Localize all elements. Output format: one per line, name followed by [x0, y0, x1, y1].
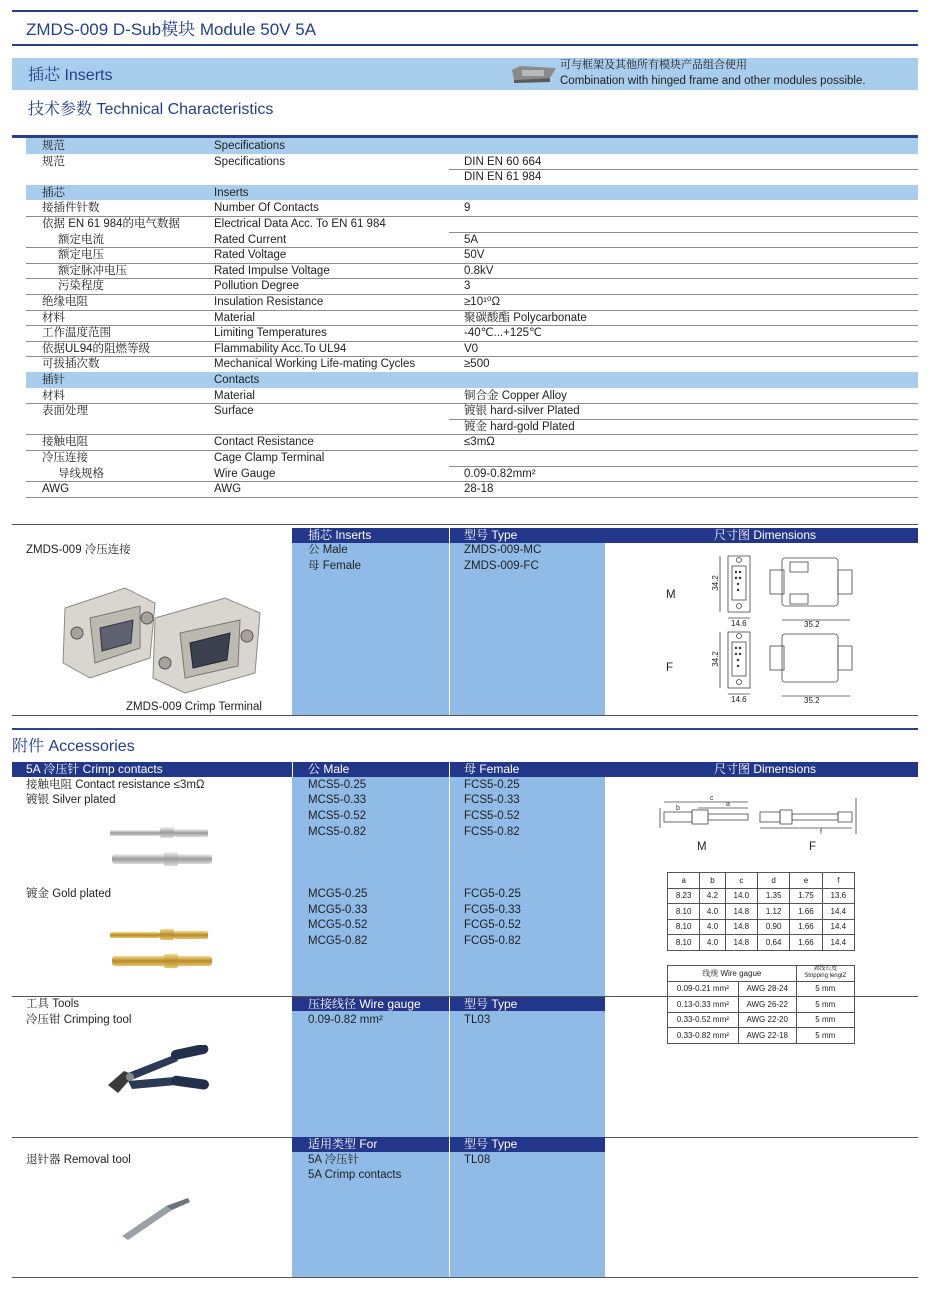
pin-dimension-table [667, 872, 855, 951]
dim-table-cell: 1.66 [790, 904, 822, 920]
dim-table-cell: 14.4 [822, 919, 854, 935]
dim-table-cell: 1.12 [757, 904, 789, 920]
inserts-note-cn: 可与框架及其他所有模块产品组合使用 [560, 59, 747, 71]
spec-value: 0.09-0.82mm² [464, 467, 536, 480]
spec-label-en: Surface [214, 405, 254, 418]
acc-h2: 公 Male [308, 762, 350, 776]
crimp-tool-range: 0.09-0.82 mm² [308, 1014, 383, 1026]
spec-value: DIN EN 61 984 [464, 171, 542, 184]
removal-tool-type: TL08 [464, 1154, 491, 1166]
spec-label-en: AWG [214, 483, 242, 496]
order-header-type: 型号 Type [464, 528, 518, 542]
wire-table-cell: 5 mm [796, 997, 854, 1013]
removal-for-en: 5A Crimp contacts [308, 1169, 402, 1181]
spec-label-en: Specifications [214, 155, 285, 168]
strip-header-cn: 剥线长度 [813, 966, 838, 973]
spec-label-en: Limiting Temperatures [214, 327, 327, 340]
spec-value: V0 [464, 342, 479, 355]
accessories-title: 附件 Accessories [12, 738, 135, 755]
order-header-band [292, 528, 918, 543]
mcs-item: MCS5-0.25 [308, 779, 367, 791]
wire-table-header-strip [796, 966, 854, 982]
spec-label-en: Contact Resistance [214, 436, 314, 449]
svg-text:b: b [676, 805, 680, 812]
spec-label-en: Mechanical Working Life-mating Cycles [214, 358, 416, 371]
spec-value: DIN EN 60 664 [464, 155, 542, 168]
spec-label-cn: 依据 EN 61 984的电气数据 [42, 218, 181, 230]
fcg-item: FCG5-0.33 [464, 904, 521, 916]
svg-text:a: a [726, 801, 730, 808]
spec-label-cn: 导线规格 [58, 467, 104, 480]
dim-table-header: b [700, 873, 725, 889]
dim-height-f: 34.2 [710, 651, 720, 667]
order-type-male: ZMDS-009-MC [464, 544, 542, 556]
mcs-item: MCS5-0.52 [308, 810, 367, 822]
fcs-item: FCS5-0.82 [464, 826, 520, 838]
fcs-item: FCS5-0.52 [464, 810, 520, 822]
dim-table-cell: 4.2 [700, 888, 725, 904]
dim-table-cell: 8.10 [668, 904, 700, 920]
wire-table-cell: AWG 22-20 [738, 1012, 796, 1028]
spec-label-cn: 材料 [42, 311, 65, 324]
removal-for-heading: 适用类型 For [308, 1137, 378, 1151]
table-row [668, 904, 855, 920]
acc-h4: 尺寸图 Dimensions [714, 762, 817, 776]
dim-table-cell: 4.0 [700, 919, 725, 935]
fcs-item: FCS5-0.33 [464, 794, 520, 806]
spec-label-en: Inserts [214, 186, 249, 199]
dim-label-f: F [666, 662, 674, 674]
spec-band [26, 138, 918, 154]
acc-resistance: 接触电阻 Contact resistance ≤3mΩ [26, 779, 205, 791]
spec-label-cn: 额定电流 [58, 233, 104, 246]
spec-band [26, 185, 918, 201]
spec-value: ≥10¹⁰Ω [464, 296, 501, 308]
spec-value: 聚碳酸酯 Polycarbonate [464, 311, 587, 324]
pin-dimension-drawing [640, 788, 870, 844]
wire-table-cell: 0.33-0.82 mm² [668, 1028, 739, 1044]
spec-label-cn: AWG [42, 483, 70, 496]
dim-label-m: M [666, 589, 676, 601]
table-row [668, 919, 855, 935]
spec-label-en: Rated Current [214, 233, 287, 246]
dim-table-header: a [668, 873, 700, 889]
spec-label-cn: 插芯 [42, 186, 65, 199]
dim-table-header: f [822, 873, 854, 889]
dim-table-cell: 0.64 [757, 935, 789, 951]
spec-label-cn: 接插件针数 [42, 202, 100, 215]
page-title: ZMDS-009 D-Sub模块 Module 50V 5A [26, 20, 317, 39]
dim-table-cell: 14.4 [822, 904, 854, 920]
dim-table-header: c [725, 873, 757, 889]
spec-label-cn: 工作温度范围 [42, 327, 111, 340]
wire-table-cell: 5 mm [796, 1028, 854, 1044]
dim-table-cell: 14.8 [725, 904, 757, 920]
dim-width-m1: 14.6 [731, 619, 747, 628]
acc-silver: 镀银 Silver plated [26, 794, 116, 806]
spec-label-en: Flammability Acc.To UL94 [214, 342, 347, 355]
table-row [668, 1028, 855, 1044]
spec-value: ≥500 [464, 358, 490, 371]
dim-table-cell: 8.10 [668, 935, 700, 951]
spec-value: 3 [464, 280, 471, 293]
mcg-item: MCG5-0.25 [308, 888, 368, 900]
dim-table-cell: 1.75 [790, 888, 822, 904]
spec-label-cn: 依据UL94的阻燃等级 [42, 342, 150, 355]
tools-type-heading: 型号 Type [464, 997, 518, 1011]
acc-h3: 母 Female [464, 762, 520, 776]
inserts-title: 插芯 Inserts [28, 67, 113, 84]
dim-table-cell: 13.6 [822, 888, 854, 904]
removal-tool-name: 退针器 Removal tool [26, 1154, 131, 1166]
module-thumbnail-icon [510, 64, 558, 84]
dim-table-cell: 1.66 [790, 919, 822, 935]
silver-pins-image [108, 824, 218, 872]
tools-heading: 工具 Tools [26, 998, 80, 1010]
pin-label-m: M [697, 841, 707, 853]
dim-table-cell: 14.8 [725, 935, 757, 951]
spec-value: 28-18 [464, 483, 494, 496]
dim-table-header: e [790, 873, 822, 889]
spec-label-cn: 额定脉冲电压 [58, 264, 127, 277]
table-row [668, 1012, 855, 1028]
spec-value: 铜合金 Copper Alloy [464, 389, 567, 402]
pin-label-f: F [809, 841, 817, 853]
dim-width-m2: 35.2 [804, 620, 820, 629]
wire-table-cell: 5 mm [796, 1012, 854, 1028]
fcg-item: FCG5-0.52 [464, 919, 521, 931]
wire-table-cell: 0.09-0.21 mm² [668, 981, 739, 997]
table-row [668, 981, 855, 997]
wire-table-cell: AWG 22-18 [738, 1028, 796, 1044]
wire-table-header: 线规 Wire gague [668, 966, 797, 982]
spec-band [26, 372, 918, 388]
mcs-item: MCS5-0.33 [308, 794, 367, 806]
spec-value: -40℃...+125℃ [464, 327, 542, 340]
svg-text:f: f [820, 829, 822, 836]
dim-width-f2: 35.2 [804, 696, 820, 705]
inserts-note-en: Combination with hinged frame and other modules possible. [560, 75, 866, 87]
spec-label-en: Electrical Data Acc. To EN 61 984 [214, 218, 386, 230]
tools-wire-heading: 压接线径 Wire gauge [308, 997, 421, 1011]
spec-value: 0.8kV [464, 264, 494, 277]
gold-pins-image [108, 926, 218, 972]
order-male: 公 Male [308, 544, 348, 556]
spec-value: 镀金 hard-gold Plated [464, 420, 575, 433]
removal-tool-image [116, 1196, 192, 1242]
spec-label-en: Wire Gauge [214, 467, 276, 480]
order-header-dims: 尺寸图 Dimensions [714, 528, 817, 542]
crimp-tool-type: TL03 [464, 1014, 491, 1026]
spec-label-cn: 规范 [42, 140, 65, 152]
dim-table-cell: 14.4 [822, 935, 854, 951]
dimension-drawing [700, 548, 880, 708]
spec-label-cn: 额定电压 [58, 249, 104, 262]
spec-label-en: Rated Voltage [214, 249, 287, 262]
fcg-item: FCG5-0.25 [464, 888, 521, 900]
svg-text:c: c [710, 795, 714, 802]
order-caption: ZMDS-009 Crimp Terminal [126, 701, 262, 713]
spec-label-cn: 接触电阻 [42, 436, 88, 449]
wire-table-cell: 5 mm [796, 981, 854, 997]
removal-for-cn: 5A 冷压针 [308, 1154, 360, 1166]
spec-label-en: Pollution Degree [214, 280, 300, 293]
mcg-item: MCG5-0.33 [308, 904, 368, 916]
wire-table-cell: AWG 26-22 [738, 997, 796, 1013]
spec-value: 5A [464, 233, 479, 246]
dim-table-cell: 8.10 [668, 919, 700, 935]
fcg-item: FCG5-0.82 [464, 935, 521, 947]
acc-h1: 5A 冷压针 Crimp contacts [26, 762, 163, 776]
wire-table-cell: 0.13-0.33 mm² [668, 997, 739, 1013]
table-row [668, 935, 855, 951]
spec-label-en: Number Of Contacts [214, 202, 319, 215]
mcg-item: MCG5-0.52 [308, 919, 368, 931]
spec-value: 50V [464, 249, 485, 262]
spec-label-en: Material [214, 389, 255, 402]
mcg-item: MCG5-0.82 [308, 935, 368, 947]
spec-value: 镀银 hard-silver Plated [464, 405, 580, 418]
dim-table-cell: 14.8 [725, 919, 757, 935]
dim-table-header: d [757, 873, 789, 889]
strip-header-en: Stripping lengtZ [804, 973, 847, 980]
spec-label-cn: 污染程度 [58, 280, 104, 293]
spec-label-en: Cage Clamp Terminal [214, 452, 325, 464]
wire-table-cell: 0.33-0.52 mm² [668, 1012, 739, 1028]
spec-label-cn: 材料 [42, 389, 65, 402]
wire-gauge-table [667, 965, 855, 1044]
spec-label-cn: 冷压连接 [42, 452, 88, 464]
spec-value: ≤3mΩ [464, 436, 495, 449]
order-type-female: ZMDS-009-FC [464, 560, 539, 572]
dsub-connectors-image [55, 578, 275, 696]
spec-label-cn: 规范 [42, 155, 65, 168]
spec-label-en: Rated Impulse Voltage [214, 264, 330, 277]
crimping-tool-image [104, 1045, 214, 1101]
spec-value: 9 [464, 202, 471, 215]
dim-width-f1: 14.6 [731, 695, 747, 704]
dim-table-cell: 8.23 [668, 888, 700, 904]
dim-table-cell: 4.0 [700, 904, 725, 920]
order-header-inserts: 插芯 Inserts [308, 528, 372, 542]
spec-label-cn: 绝缘电阻 [42, 296, 88, 308]
table-row [668, 888, 855, 904]
table-row [668, 997, 855, 1013]
crimp-tool-name: 冷压钳 Crimping tool [26, 1014, 132, 1026]
spec-label-en: Contacts [214, 374, 260, 386]
dim-table-cell: 0.90 [757, 919, 789, 935]
fcs-item: FCS5-0.25 [464, 779, 520, 791]
order-female: 母 Female [308, 560, 362, 572]
spec-label-cn: 插针 [42, 374, 65, 386]
tech-title: 技术参数 Technical Characteristics [28, 101, 274, 118]
acc-gold: 镀金 Gold plated [26, 888, 112, 900]
removal-type-heading: 型号 Type [464, 1137, 518, 1151]
order-name: ZMDS-009 冷压连接 [26, 544, 131, 556]
dim-table-cell: 1.66 [790, 935, 822, 951]
dim-table-cell: 4.0 [700, 935, 725, 951]
dim-table-cell: 1.35 [757, 888, 789, 904]
dim-height-m: 34.2 [710, 575, 720, 591]
spec-label-cn: 表面处理 [42, 405, 88, 418]
dim-table-cell: 14.0 [725, 888, 757, 904]
spec-label-cn: 可拔插次数 [42, 358, 100, 371]
spec-label-en: Insulation Resistance [214, 296, 324, 308]
mcs-item: MCS5-0.82 [308, 826, 367, 838]
wire-table-cell: AWG 28-24 [738, 981, 796, 997]
spec-label-en: Material [214, 311, 255, 324]
spec-label-en: Specifications [214, 140, 285, 152]
